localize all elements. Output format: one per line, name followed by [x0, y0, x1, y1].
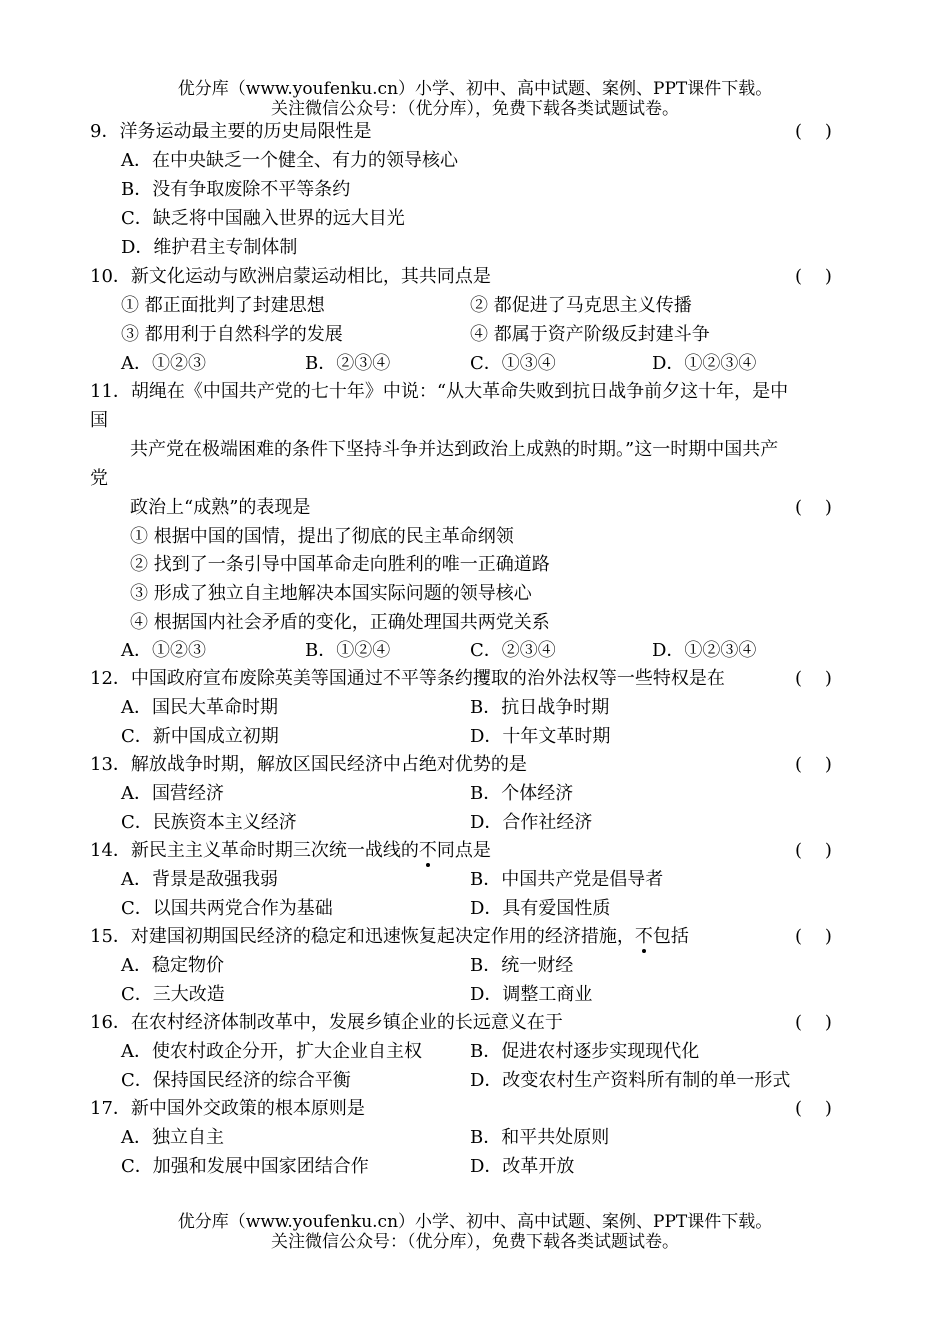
q15-option-c: C．三大改造 — [121, 984, 225, 1005]
answer-blank-9: ( ) — [795, 121, 832, 142]
q14-option-c: C．以国共两党合作为基础 — [121, 898, 333, 919]
question-11-stem-line-1: 11．胡绳在《中国共产党的七十年》中说：“从大革命失败到抗日战争前夕这十年，是中 — [90, 381, 789, 402]
question-11-stem-line-5: 政治上“成熟”的表现是 — [130, 497, 311, 518]
q16-option-b: B．促进农村逐步实现现代化 — [470, 1041, 700, 1062]
header-line-2: 关注微信公众号：（优分库），免费下载各类试题试卷。 — [271, 99, 679, 119]
q16-option-d: D．改变农村生产资料所有制的单一形式 — [470, 1070, 791, 1091]
question-14-stem — [90, 840, 491, 862]
question-12-stem: 12．中国政府宣布废除英美等国通过不平等条约攫取的治外法权等一些特权是在 — [90, 668, 725, 689]
q16-option-c: C．保持国民经济的综合平衡 — [121, 1070, 351, 1091]
q15-option-b: B．统一财经 — [470, 955, 574, 976]
q10-item-3: ③ 都用利于自然科学的发展 — [121, 324, 343, 345]
q13-option-c: C．民族资本主义经济 — [121, 812, 297, 833]
footer-line-1: 优分库（www.youfenku.cn）小学、初中、高中试题、案例、PPT课件下载。 — [177, 1212, 773, 1232]
q11-item-4: ④ 根据国内社会矛盾的变化，正确处理国共两党关系 — [130, 612, 550, 633]
answer-blank-17: ( ) — [795, 1098, 832, 1119]
footer-line-2: 关注微信公众号：（优分库），免费下载各类试题试卷。 — [271, 1232, 679, 1252]
q12-option-b: B．抗日战争时期 — [470, 697, 610, 718]
q15-option-a: A．稳定物价 — [121, 955, 224, 976]
question-17-stem: 17．新中国外交政策的根本原则是 — [90, 1098, 365, 1119]
question-15-stem — [90, 926, 689, 948]
q15-option-d: D．调整工商业 — [470, 984, 593, 1005]
q16-option-a: A．使农村政企分开，扩大企业自主权 — [121, 1041, 422, 1062]
question-9-stem: 9．洋务运动最主要的历史局限性是 — [90, 121, 372, 142]
q14-emphasis-mark: 不 — [418, 840, 437, 861]
question-11-stem-line-2: 国 — [90, 410, 108, 431]
q17-option-c: C．加强和发展中国家团结合作 — [121, 1156, 369, 1177]
q10-item-1: ① 都正面批判了封建思想 — [121, 295, 325, 316]
answer-blank-14: ( ) — [795, 840, 832, 861]
q10-option-d: D．①②③④ — [652, 353, 757, 374]
answer-blank-11: ( ) — [795, 497, 832, 518]
q12-option-c: C．新中国成立初期 — [121, 726, 279, 747]
q11-item-3: ③ 形成了独立自主地解决本国实际问题的领导核心 — [130, 583, 532, 604]
q10-option-c: C．①③④ — [470, 353, 556, 374]
q15-stem-pre: 15．对建国初期国民经济的稳定和迅速恢复起决定作用的经济措施， — [90, 926, 635, 947]
q10-option-b: B．②③④ — [305, 353, 391, 374]
q17-option-b: B．和平共处原则 — [470, 1127, 610, 1148]
q9-option-a: A．在中央缺乏一个健全、有力的领导核心 — [121, 150, 458, 171]
q10-item-2: ② 都促进了马克思主义传播 — [470, 295, 692, 316]
question-13-stem: 13．解放战争时期，解放区国民经济中占绝对优势的是 — [90, 754, 527, 775]
q13-option-a: A．国营经济 — [121, 783, 224, 804]
q17-option-d: D．改革开放 — [470, 1156, 575, 1177]
q12-option-d: D．十年文革时期 — [470, 726, 611, 747]
q10-option-a: A．①②③ — [121, 353, 206, 374]
q13-option-d: D．合作社经济 — [470, 812, 593, 833]
q9-option-b: B．没有争取废除不平等条约 — [121, 179, 351, 200]
answer-blank-13: ( ) — [795, 754, 832, 775]
header-line-1: 优分库（www.youfenku.cn）小学、初中、高中试题、案例、PPT课件下载。 — [177, 79, 773, 99]
q14-stem-pre: 14．新民主主义革命时期三次统一战线的 — [90, 840, 419, 861]
q15-stem-post: 包括 — [652, 926, 689, 947]
question-11-stem-line-4: 党 — [90, 468, 108, 489]
question-10-stem: 10．新文化运动与欧洲启蒙运动相比，其共同点是 — [90, 266, 491, 287]
q14-option-d: D．具有爱国性质 — [470, 898, 611, 919]
answer-blank-16: ( ) — [795, 1012, 832, 1033]
q11-item-2: ② 找到了一条引导中国革命走向胜利的唯一正确道路 — [130, 554, 550, 575]
q11-option-c: C．②③④ — [470, 640, 556, 661]
answer-blank-12: ( ) — [795, 668, 832, 689]
q14-option-a: A．背景是敌强我弱 — [121, 869, 278, 890]
answer-blank-10: ( ) — [795, 266, 832, 287]
answer-blank-15: ( ) — [795, 926, 832, 947]
q13-option-b: B．个体经济 — [470, 783, 574, 804]
q14-option-b: B．中国共产党是倡导者 — [470, 869, 664, 890]
q11-option-d: D．①②③④ — [652, 640, 757, 661]
q11-option-a: A．①②③ — [121, 640, 206, 661]
q11-option-b: B．①②④ — [305, 640, 391, 661]
q10-item-4: ④ 都属于资产阶级反封建斗争 — [470, 324, 710, 345]
q12-option-a: A．国民大革命时期 — [121, 697, 278, 718]
q11-item-1: ① 根据中国的国情，提出了彻底的民主革命纲领 — [130, 526, 514, 547]
q15-emphasis-mark: 不 — [634, 926, 653, 947]
q17-option-a: A．独立自主 — [121, 1127, 224, 1148]
question-11-stem-line-3: 共产党在极端困难的条件下坚持斗争并达到政治上成熟的时期。”这一时期中国共产 — [130, 439, 779, 460]
q14-stem-post: 同点是 — [436, 840, 491, 861]
question-16-stem: 16．在农村经济体制改革中，发展乡镇企业的长远意义在于 — [90, 1012, 563, 1033]
q9-option-c: C．缺乏将中国融入世界的远大目光 — [121, 208, 405, 229]
q9-option-d: D．维护君主专制体制 — [121, 237, 298, 258]
